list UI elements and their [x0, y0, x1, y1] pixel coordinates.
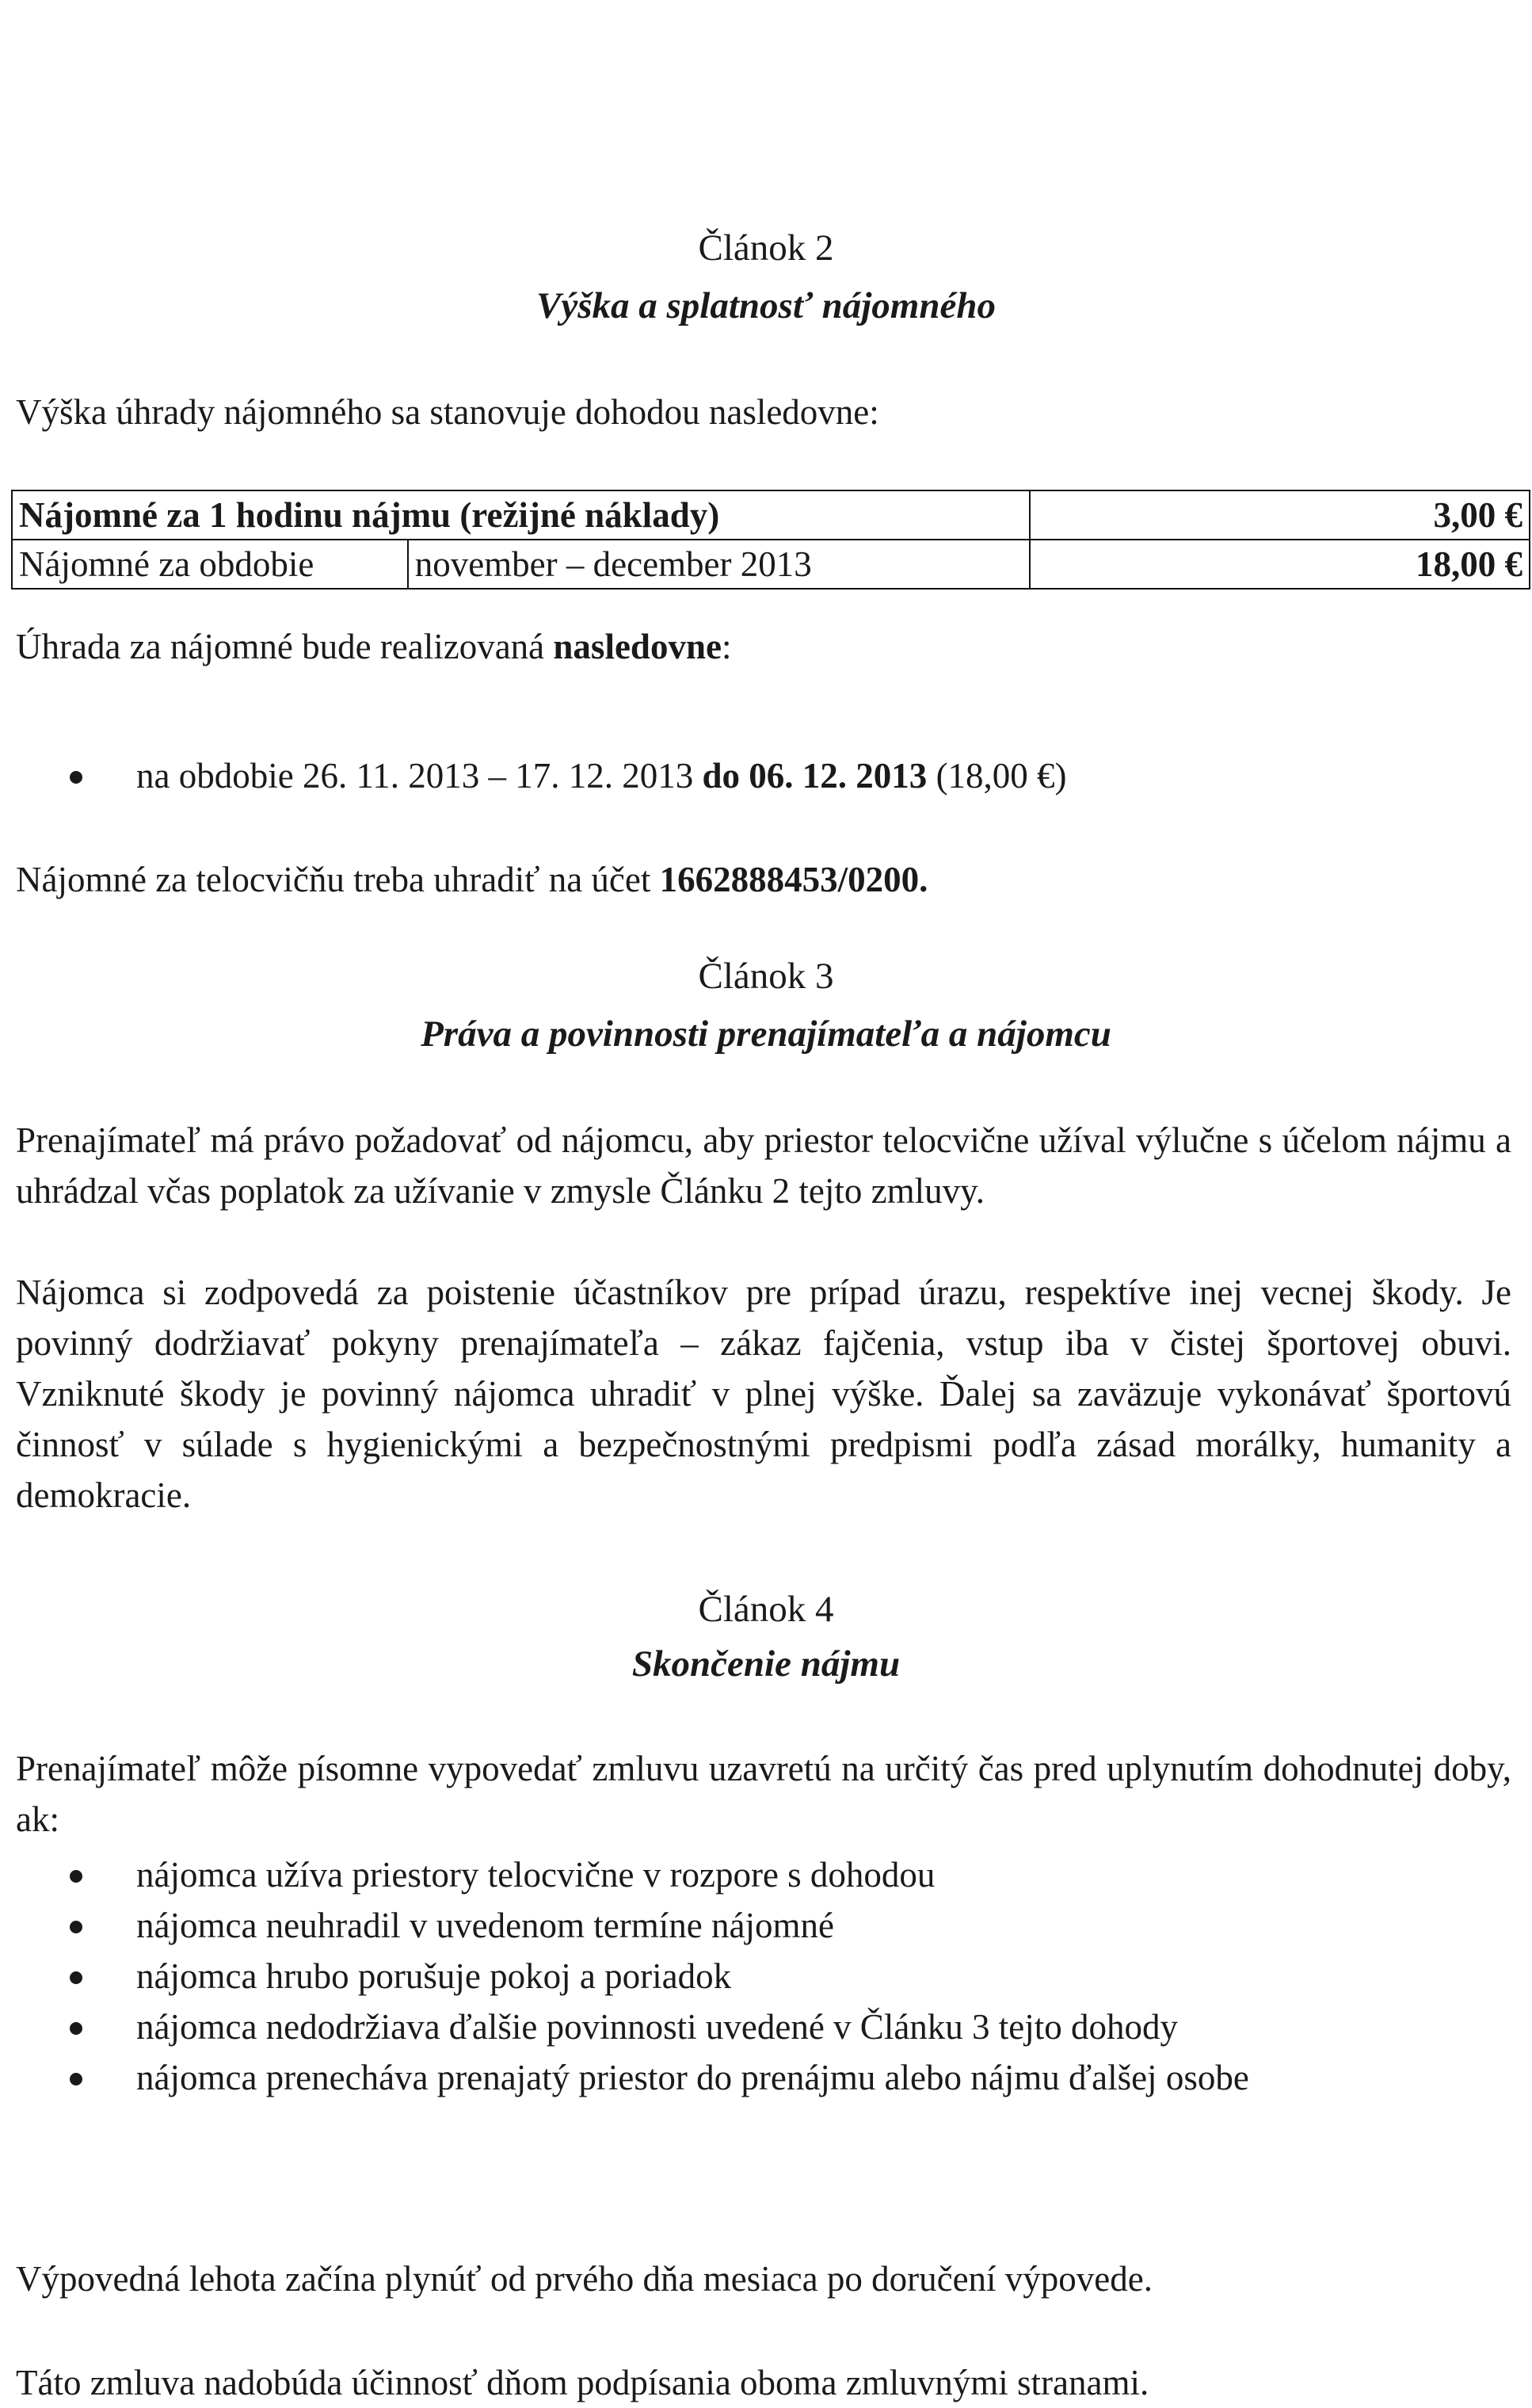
list-item	[0, 1849, 1532, 1900]
bullet-icon	[70, 771, 82, 784]
period-rent-amount: 18,00 €	[1030, 540, 1530, 589]
table-row	[12, 540, 1530, 589]
article-3-heading: Článok 3	[698, 956, 834, 997]
account-text: Nájomné za telocvičňu treba uhradiť na účet	[16, 860, 660, 899]
bullet-icon	[70, 1870, 82, 1883]
list-item	[0, 2052, 1532, 2103]
list-item-text: nájomca hrubo porušuje pokoj a poriadok	[136, 1956, 732, 1996]
period-rent-period: november – december 2013	[408, 540, 1030, 589]
list-item-text: nájomca neuhradil v uvedenom termíne nájomné	[136, 1906, 834, 1945]
bullet-icon	[70, 2073, 82, 2086]
bullet-deadline: do 06. 12. 2013	[702, 756, 928, 796]
list-item	[0, 2002, 1532, 2052]
notice-period-text: Výpovedná lehota začína plynúť od prvého dňa mesiaca po doručení výpovede.	[16, 2259, 1153, 2299]
article-3-paragraph-1: Prenajímateľ má právo požadovať od nájomcu, aby priestor telocvične užíval výlučne s účelom nájmu a uhrádzal včas poplatok za užívanie v zmysle Článku 2 tejto zmluvy.	[16, 1120, 1511, 1211]
list-item-text: nájomca prenecháva prenajatý priestor do prenájmu alebo nájmu ďalšej osobe	[136, 2058, 1249, 2097]
payment-bold: nasledovne	[553, 627, 722, 666]
article-4-heading: Článok 4	[698, 1589, 834, 1630]
period-rent-label: Nájomné za obdobie	[12, 540, 408, 589]
list-item	[0, 1900, 1532, 1951]
list-item	[0, 750, 1532, 801]
article-3-paragraph-2: Nájomca si zodpovedá za poistenie účastníkov pre prípad úrazu, respektíve inej vecnej škody. Je povinný dodržiavať pokyny prenajímateľa – zákaz fajčenia, vstup iba v čistej športovej obuvi. Vzniknuté škody je povinný nájomca uhradiť v plnej výške. Ďalej sa zaväzuje vykonávať športovú činnosť v súlade s hygienickými a bezpečnostnými predpismi podľa zásad morálky, humanity a demokracie.	[16, 1273, 1511, 1515]
bullet-amount: (18,00 €)	[927, 756, 1067, 796]
bullet-icon	[70, 1971, 82, 1984]
article-2-intro: Výška úhrady nájomného sa stanovuje dohodou nasledovne:	[16, 392, 879, 432]
article-2-heading: Článok 2	[698, 227, 834, 269]
table-row	[12, 490, 1530, 540]
payment-line	[16, 621, 731, 672]
effective-date-text: Táto zmluva nadobúda účinnosť dňom podpísania oboma zmluvnými stranami.	[16, 2363, 1149, 2402]
termination-conditions-list	[0, 1849, 1532, 2103]
rent-table	[11, 490, 1530, 590]
hourly-rent-label: Nájomné za 1 hodinu nájmu (režijné náklady)	[12, 490, 1030, 540]
payment-text: Úhrada za nájomné bude realizovaná	[16, 627, 554, 666]
article-4-intro: Prenajímateľ môže písomne vypovedať zmluvu uzavretú na určitý čas pred uplynutím dohodnutej doby, ak:	[16, 1749, 1511, 1839]
list-item-text: nájomca užíva priestory telocvične v rozpore s dohodou	[136, 1855, 936, 1895]
bullet-icon	[70, 1921, 82, 1933]
account-line	[16, 854, 928, 905]
article-4-title: Skončenie nájmu	[631, 1643, 901, 1685]
article-3-title: Práva a povinnosti prenajímateľa a nájomcu	[421, 1013, 1111, 1055]
payment-tail: :	[721, 627, 732, 666]
account-number: 1662888453/0200.	[659, 860, 928, 899]
bullet-icon	[70, 2022, 82, 2035]
list-item-text: nájomca nedodržiava ďalšie povinnosti uvedené v Článku 3 tejto dohody	[136, 2007, 1179, 2047]
payment-bullet-list	[0, 750, 1532, 801]
list-item	[0, 1951, 1532, 2002]
hourly-rent-amount: 3,00 €	[1030, 490, 1530, 540]
bullet-text: na obdobie 26. 11. 2013 – 17. 12. 2013	[136, 756, 703, 796]
article-2-title: Výška a splatnosť nájomného	[536, 285, 996, 326]
